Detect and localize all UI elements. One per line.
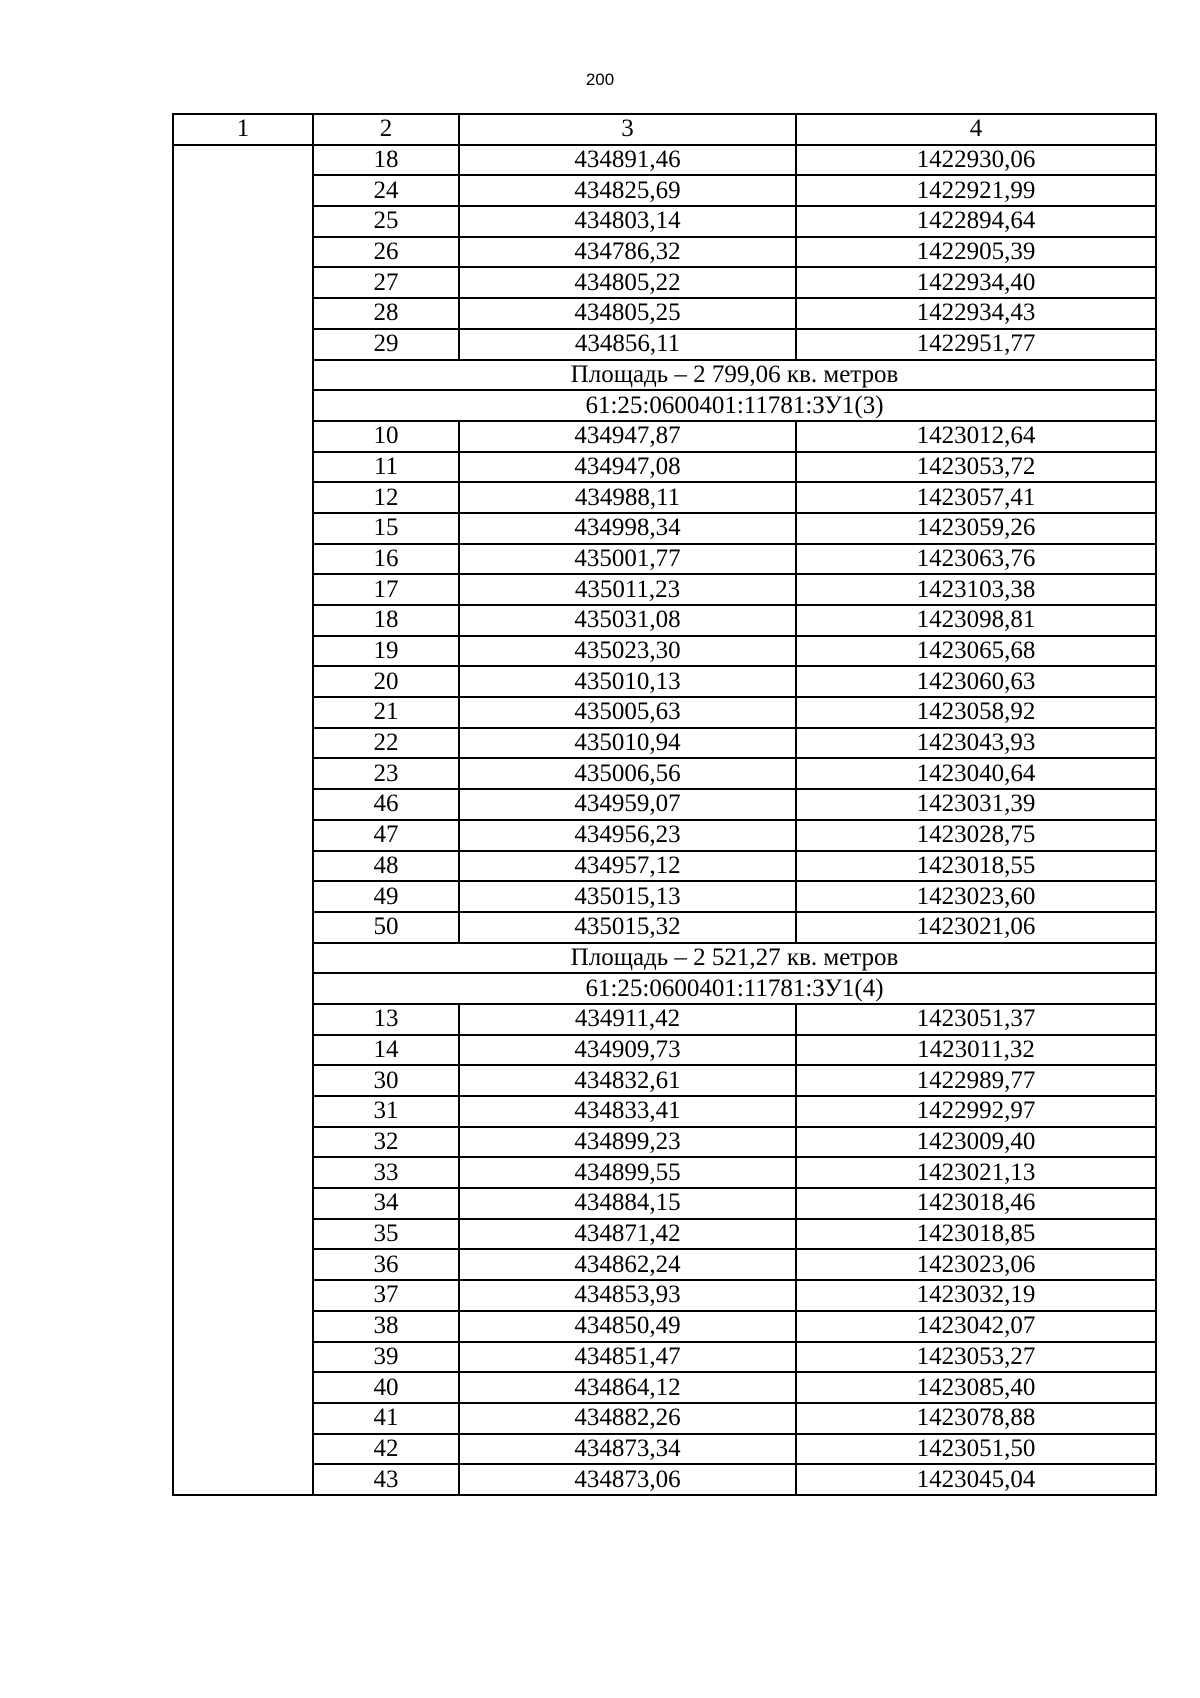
point-number: 14 [313,1035,459,1066]
point-number: 42 [313,1434,459,1465]
coordinate-y: 1423021,13 [796,1157,1156,1188]
coordinate-x: 435010,94 [459,728,796,759]
coordinate-y: 1423063,76 [796,544,1156,575]
coordinate-x: 434786,32 [459,237,796,268]
table-row [173,574,1156,605]
table-row [173,1280,1156,1311]
coordinate-x: 434871,42 [459,1219,796,1250]
point-number: 22 [313,728,459,759]
point-number: 29 [313,329,459,360]
table-row [173,605,1156,636]
area-text: Площадь – 2 521,27 кв. метров [313,943,1156,974]
coordinate-x: 434899,23 [459,1127,796,1158]
coordinate-x: 434832,61 [459,1065,796,1096]
coordinate-x: 435015,32 [459,912,796,943]
column-header: 3 [459,114,796,145]
coordinate-x: 434805,25 [459,298,796,329]
table-row [173,1004,1156,1035]
table-row [173,1127,1156,1158]
coordinate-x: 434957,12 [459,851,796,882]
coordinate-x: 434899,55 [459,1157,796,1188]
table-row [173,912,1156,943]
point-number: 23 [313,758,459,789]
table-row [173,329,1156,360]
point-number: 39 [313,1342,459,1373]
column-header: 2 [313,114,459,145]
coordinate-x: 435001,77 [459,544,796,575]
point-number: 46 [313,789,459,820]
coordinate-x: 435015,13 [459,881,796,912]
point-number: 16 [313,544,459,575]
table-row [173,728,1156,759]
point-number: 18 [313,145,459,176]
point-number: 32 [313,1127,459,1158]
parcel-label: 61:25:0600401:11781:ЗУ1(4) [313,973,1156,1004]
coordinates-table [172,113,1157,1496]
coordinate-x: 434882,26 [459,1403,796,1434]
table-row [173,1249,1156,1280]
coordinate-x: 434856,11 [459,329,796,360]
table-row [173,145,1156,176]
point-number: 40 [313,1372,459,1403]
coordinate-x: 434825,69 [459,175,796,206]
table-header-row [173,114,1156,145]
table-row [173,1035,1156,1066]
table-row [173,421,1156,452]
point-number: 49 [313,881,459,912]
coordinate-x: 434988,11 [459,482,796,513]
coordinate-x: 434851,47 [459,1342,796,1373]
coordinate-x: 435031,08 [459,605,796,636]
point-number: 30 [313,1065,459,1096]
table-row [173,482,1156,513]
coordinate-x: 434891,46 [459,145,796,176]
coordinate-y: 1423057,41 [796,482,1156,513]
point-number: 31 [313,1096,459,1127]
coordinate-y: 1423028,75 [796,820,1156,851]
coordinate-y: 1422951,77 [796,329,1156,360]
point-number: 28 [313,298,459,329]
coordinate-y: 1423103,38 [796,574,1156,605]
point-number: 12 [313,482,459,513]
coordinate-y: 1422921,99 [796,175,1156,206]
coordinate-y: 1423059,26 [796,513,1156,544]
point-number: 24 [313,175,459,206]
table-row [173,1219,1156,1250]
point-number: 21 [313,697,459,728]
table-row [173,789,1156,820]
coordinate-y: 1423085,40 [796,1372,1156,1403]
table-row [173,175,1156,206]
point-number: 47 [313,820,459,851]
point-number: 34 [313,1188,459,1219]
column-header: 1 [173,114,313,145]
point-number: 11 [313,452,459,483]
coordinate-y: 1423018,55 [796,851,1156,882]
coordinate-y: 1423098,81 [796,605,1156,636]
table-row [173,820,1156,851]
coordinate-y: 1423043,93 [796,728,1156,759]
coordinate-x: 434947,08 [459,452,796,483]
coordinate-x: 434959,07 [459,789,796,820]
coordinate-y: 1423045,04 [796,1464,1156,1495]
coordinate-x: 434909,73 [459,1035,796,1066]
table-row [173,1434,1156,1465]
parcel-label: 61:25:0600401:11781:ЗУ1(3) [313,390,1156,421]
table-row [173,237,1156,268]
coordinate-y: 1422989,77 [796,1065,1156,1096]
coordinate-y: 1423051,37 [796,1004,1156,1035]
coordinate-y: 1423012,64 [796,421,1156,452]
point-number: 48 [313,851,459,882]
table-row [173,1188,1156,1219]
coordinate-x: 434833,41 [459,1096,796,1127]
area-text: Площадь – 2 799,06 кв. метров [313,360,1156,391]
point-number: 43 [313,1464,459,1495]
table-row [173,758,1156,789]
coordinate-y: 1423051,50 [796,1434,1156,1465]
coordinate-x: 434805,22 [459,267,796,298]
point-number: 17 [313,574,459,605]
coordinate-y: 1422894,64 [796,206,1156,237]
coordinate-y: 1422992,97 [796,1096,1156,1127]
table-row [173,206,1156,237]
coordinate-x: 434803,14 [459,206,796,237]
coordinate-x: 434862,24 [459,1249,796,1280]
coordinate-y: 1422934,40 [796,267,1156,298]
point-number: 50 [313,912,459,943]
coordinate-x: 434853,93 [459,1280,796,1311]
coordinate-x: 435023,30 [459,636,796,667]
coordinate-y: 1423011,32 [796,1035,1156,1066]
point-number: 37 [313,1280,459,1311]
table-row [173,1065,1156,1096]
coordinate-x: 435011,23 [459,574,796,605]
column-header: 4 [796,114,1156,145]
coordinate-x: 434850,49 [459,1311,796,1342]
point-number: 41 [313,1403,459,1434]
coordinate-x: 434884,15 [459,1188,796,1219]
table-row [173,697,1156,728]
table-row [173,1157,1156,1188]
coordinate-x: 434873,06 [459,1464,796,1495]
table-row [173,1372,1156,1403]
coordinates-table-body [173,114,1156,1495]
table-row [173,544,1156,575]
point-number: 18 [313,605,459,636]
table-row [173,636,1156,667]
point-number: 25 [313,206,459,237]
coordinate-y: 1423060,63 [796,666,1156,697]
coordinate-y: 1422930,06 [796,145,1156,176]
coordinate-x: 434864,12 [459,1372,796,1403]
point-number: 10 [313,421,459,452]
coordinate-x: 435010,13 [459,666,796,697]
point-number: 19 [313,636,459,667]
coordinate-y: 1423065,68 [796,636,1156,667]
point-number: 38 [313,1311,459,1342]
point-number: 35 [313,1219,459,1250]
table-row [173,1096,1156,1127]
page-number: 200 [585,70,615,89]
point-number: 36 [313,1249,459,1280]
point-number: 33 [313,1157,459,1188]
coordinate-x: 434956,23 [459,820,796,851]
table-row [173,267,1156,298]
table-row [173,1311,1156,1342]
coordinate-y: 1423053,27 [796,1342,1156,1373]
coordinate-y: 1423031,39 [796,789,1156,820]
table-row [173,666,1156,697]
area-row [173,360,1156,391]
coordinate-x: 434947,87 [459,421,796,452]
table-row [173,452,1156,483]
coordinate-y: 1423058,92 [796,697,1156,728]
coordinate-x: 434911,42 [459,1004,796,1035]
section-label-row [173,390,1156,421]
coordinate-y: 1423018,46 [796,1188,1156,1219]
coordinate-y: 1422934,43 [796,298,1156,329]
table-row [173,881,1156,912]
table-row [173,1403,1156,1434]
table-row [173,851,1156,882]
coordinate-y: 1423042,07 [796,1311,1156,1342]
column-1-merged-cell [173,145,313,1495]
point-number: 15 [313,513,459,544]
coordinate-y: 1423021,06 [796,912,1156,943]
table-row [173,513,1156,544]
coordinate-y: 1423018,85 [796,1219,1156,1250]
coordinate-x: 434998,34 [459,513,796,544]
coordinate-x: 434873,34 [459,1434,796,1465]
point-number: 27 [313,267,459,298]
table-row [173,1464,1156,1495]
coordinate-y: 1422905,39 [796,237,1156,268]
coordinate-y: 1423023,06 [796,1249,1156,1280]
point-number: 13 [313,1004,459,1035]
coordinate-x: 435005,63 [459,697,796,728]
coordinate-y: 1423023,60 [796,881,1156,912]
coordinate-y: 1423032,19 [796,1280,1156,1311]
table-row [173,298,1156,329]
coordinate-y: 1423040,64 [796,758,1156,789]
section-label-row [173,973,1156,1004]
point-number: 26 [313,237,459,268]
coordinate-y: 1423078,88 [796,1403,1156,1434]
point-number: 20 [313,666,459,697]
area-row [173,943,1156,974]
coordinate-x: 435006,56 [459,758,796,789]
coordinate-y: 1423009,40 [796,1127,1156,1158]
coordinate-y: 1423053,72 [796,452,1156,483]
table-row [173,1342,1156,1373]
